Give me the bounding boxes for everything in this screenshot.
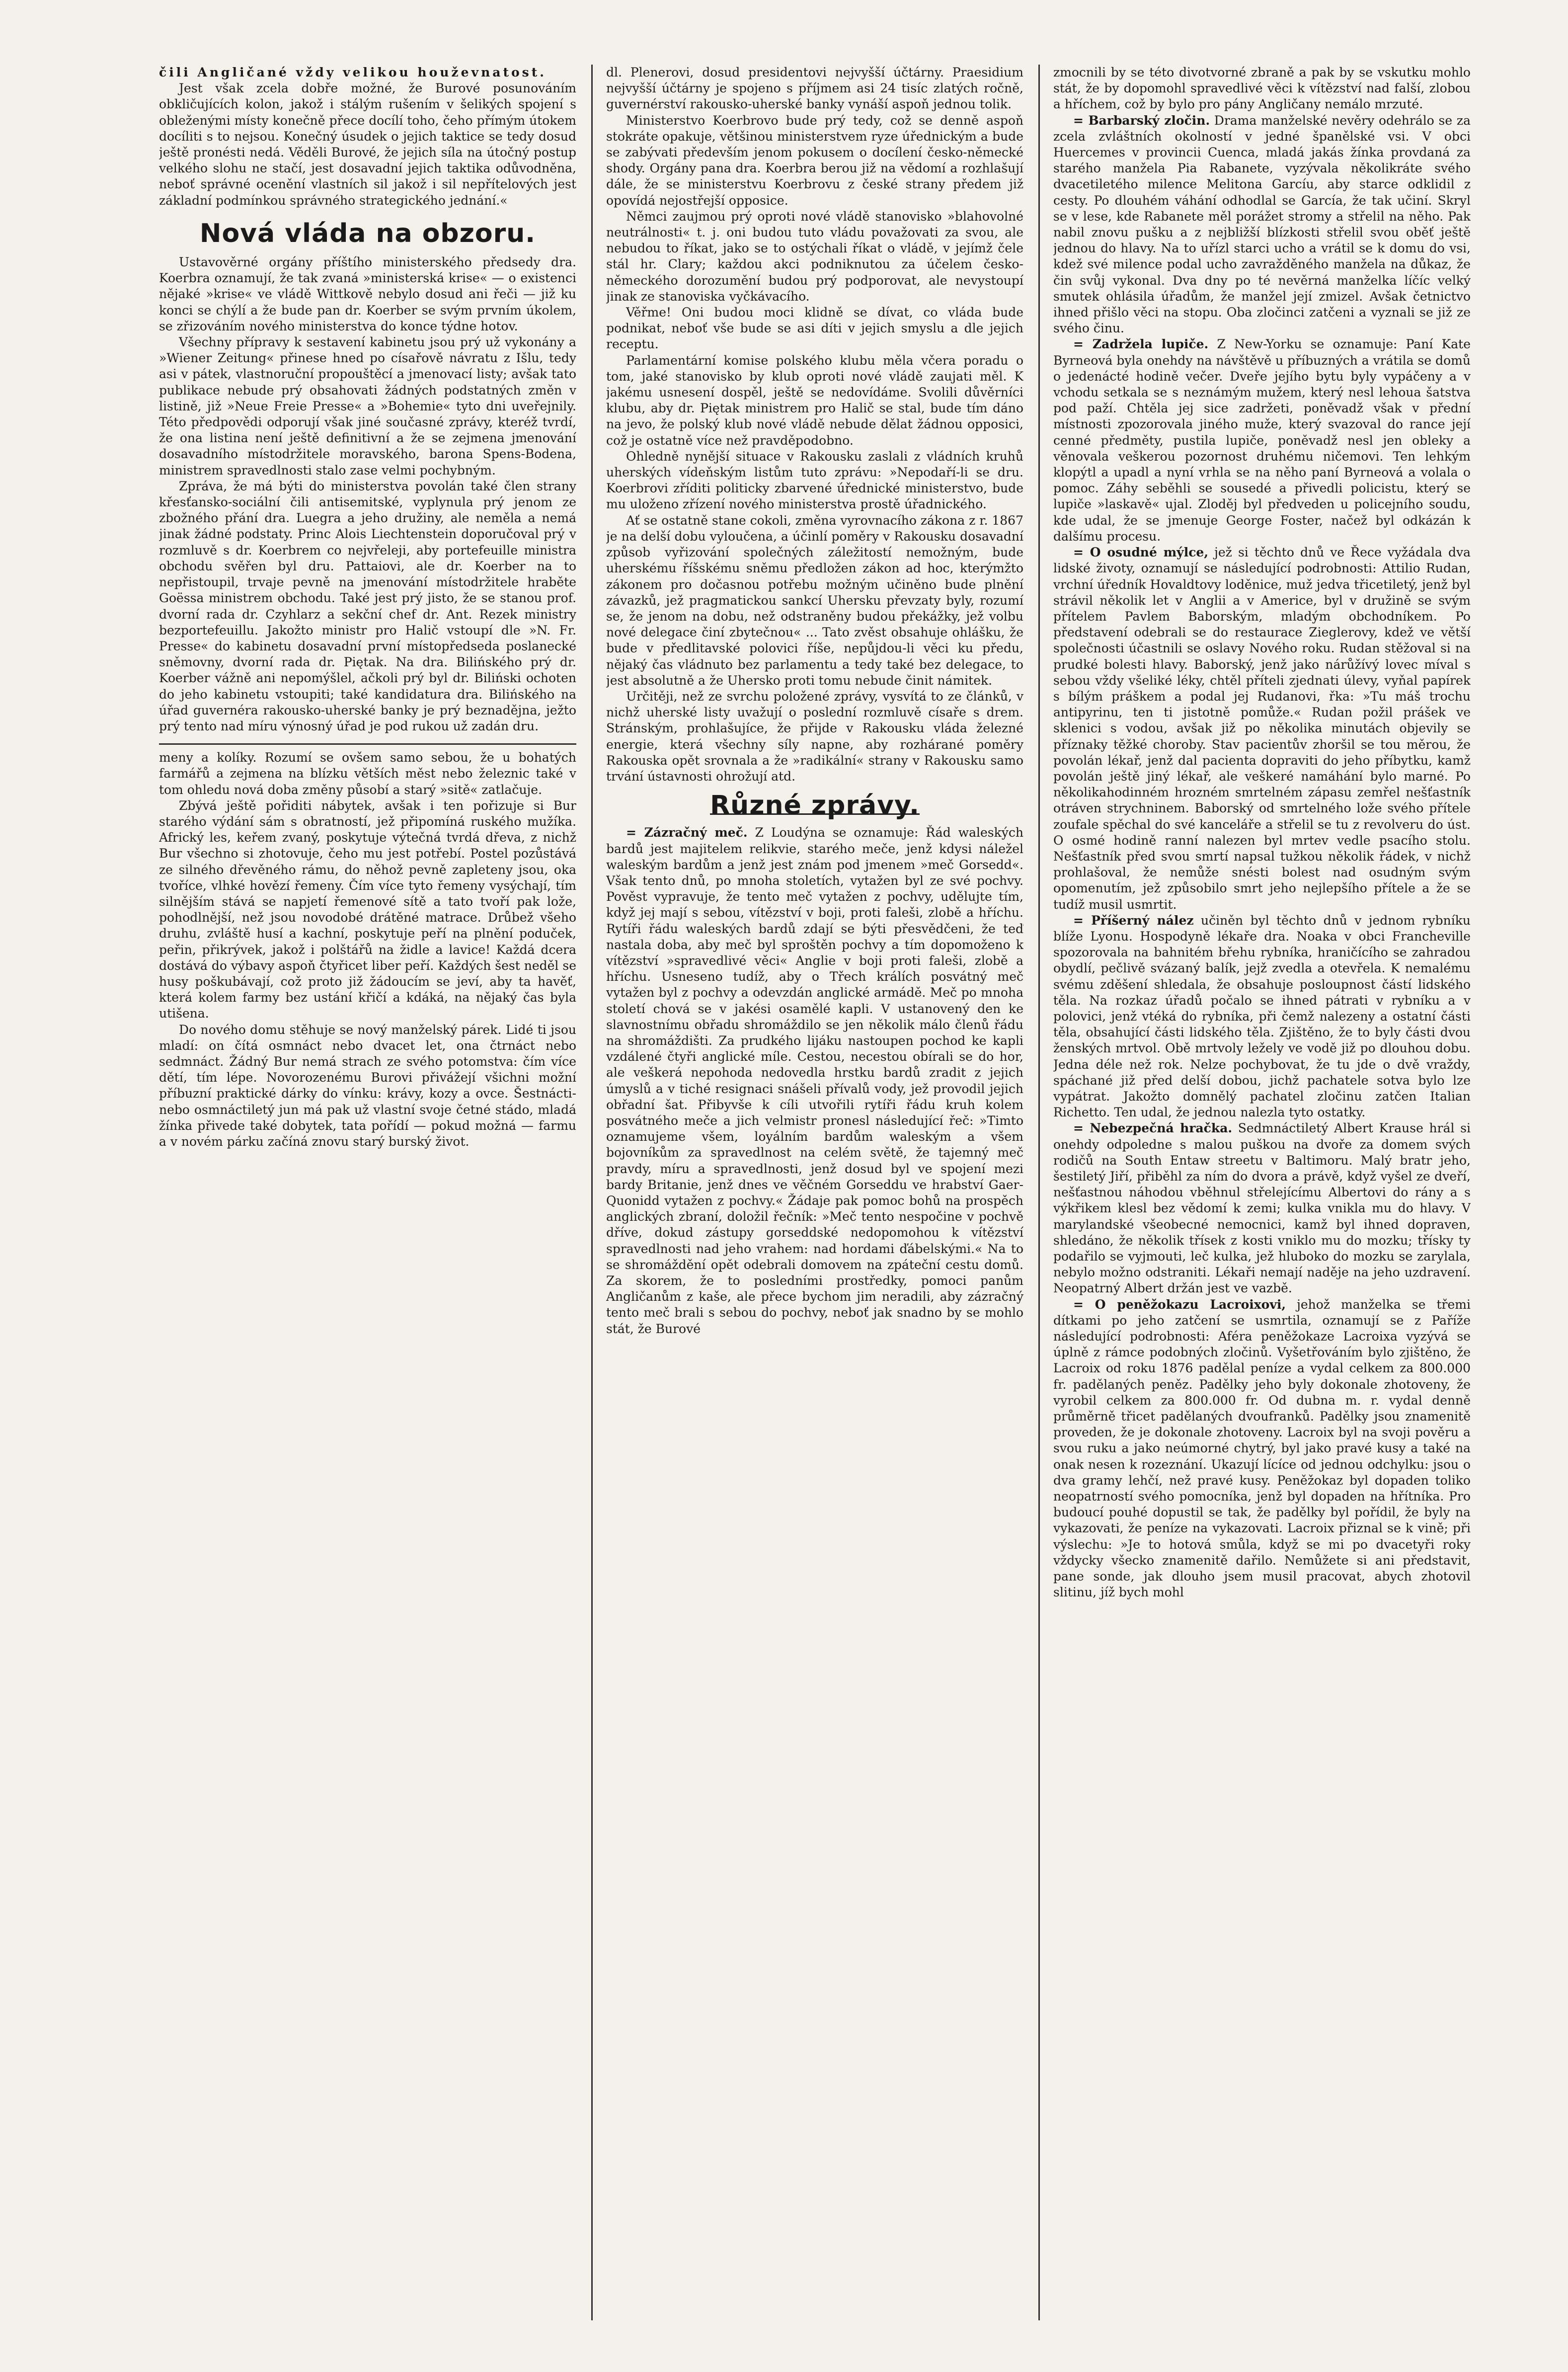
news-item <box>1053 1297 1471 1601</box>
news-item-body: Z New-Yorku se oznamuje: Paní Kate Byrneová byla onehdy na návštěvě u příbuzných a vrátila se domů o jedenácté hodině večer. Dveře jejího bytu byly vypáčeny a v vchodu setkala se s neznámým mužem, který nesl lehoua šatstva pod paží. Chtěla jej sice zadržeti, poněvadž však v přední místnosti zpozorovala jiného muže, který svazoval do rance její cenné předměty, pustila lupiče, poněvadž nesl jen obleky a věnovala veškerou pozornost druhému ničemovi. Ten lehkým klopýtl a upadl a nyní vrhla se na něho paní Byrneová a volala o pomoc. Záhy seběhli se sousedé a přivedli policistu, který se lupiče »laskavě« ujal. Zloděj byl předveden u policejního soudu, kde udal, že se jmenuje George Foster, načež byl odkázán k dalšímu procesu. <box>1053 337 1471 544</box>
news-item-body: jehož manželka se třemi dítkami po jeho zatčení se usmrtila, oznamují se z Paříže následující podrobnosti: Aféra peněžokaze Lacroixa vyzývá se úplně z rámce podobných zločinů. Vyšetřováním bylo zjištěno, že Lacroix od roku 1876 padělal peníze a vydal celkem za 800.000 fr. padělaných peněz. Padělky jeho byly dokonale zhotoveny, že vyrobil celkem za 800.000 fr. Od dubna m. r. vydal denně průměrně třicet padělaných dvoufranků. Padělky jsou znamenitě proveden, že je dokonale zhotoveny. Lacroix byl na svoji pověru a svou ruku a jako neúmorné chytrý, byl jako pravé kusy a také na onak nesen k rozeznání. Ukazují lícíce od jednou odchylku: jsou o dva gramy lehčí, než pravé kusy. Peněžokaz byl dopaden toliko neopatrností svého pomocníka, jenž byl dopaden na hřítníka. Pro budoucí pouhé dopustil se tak, že padělky byl pořídil, že byly na vykazovati, že peníze na vykazovati. Lacroix přiznal se k vině; při výslechu: »Je to hotová smůla, když se mi po dvacetyři roky vždycky všecko znamenitě dařilo. Nemůžete si ani představit, pane sonde, jak dlouho jsem musil pracovat, abych zhotovil slitinu, jíž bych mohl <box>1053 1297 1471 1600</box>
news-item <box>1053 113 1471 337</box>
news-item <box>1053 913 1471 1121</box>
column-1 <box>159 65 576 2320</box>
article-paragraph: Ministerstvo Koerbrovo bude prý tedy, což se denně aspoň stokráte opakuje, většinou ministerstvem ryze úřednickým a bude se zabývati především jenom pokusem o docílení česko-německé shody. Orgány pana dra. Koerbra berou již na vědomí a rozhlašují dále, že se ministerstvu Koerbrovu z české strany předem již opovídá nejostřejší opposice. <box>606 113 1023 208</box>
article-paragraph: Němci zaujmou prý oproti nové vládě stanovisko »blahovolné neutrálnosti« t. j. oni budou tuto vládu považovati za svou, ale nebudou to říkat, jako se to ostýchali říkat o vládě, v jejímž čele stál hr. Clary; každou akci podniknutou za účelem česko-německého dorozumění budou prý podporovat, ale nevystoupí jinak ze stanoviska vyčkávacího. <box>606 209 1023 304</box>
article-paragraph: Věřme! Oni budou moci klidně se dívat, co vláda bude podnikat, neboť vše bude se asi díti v jejich smyslu a dle jejich receptu. <box>606 305 1023 352</box>
column-3 <box>1053 65 1471 2320</box>
news-item-title: = O osudné mýlce, <box>1073 545 1209 560</box>
section-headline: Různé zprávy. <box>710 791 920 821</box>
article-paragraph: Ať se ostatně stane cokoli, změna vyrovnacího zákona z r. 1867 je na delší dobu vyloučena, a účinlí poměry v Rakousku dosavadní způsob vyřizování společných záležitostí nemožným, bude uherskému říšskému sněmu předložen zákon ad hoc, kterýmžto zákonem pro dočasnou potřebu možným učiněno bude plnění závazků, jež pragmatickou sankcí Uhersku převzaty byly, rozumí se, že jenom na dobu, než odstraněny budou překážky, jež volbu nové delegace činí zbytečnou« ... Tato zvěst obsahuje ohlášku, že bude v předlitavské polovici říše, nepůjdou-li věci ku předu, nějaký čas vládnuto bez parlamentu a tedy také bez delegace, to jest absolutně a že Uhersko proti tomu nebude činit námitek. <box>606 513 1023 688</box>
article-paragraph: meny a kolíky. Rozumí se ovšem samo sebou, že u bohatých farmářů a zejmena na blízku větších měst nebo železnic také v tom ohledu nová doba změny působí a starý »sitě« zatlačuje. <box>159 750 576 797</box>
news-item-title: = O peněžokazu Lacroixovi, <box>1073 1297 1286 1312</box>
article-paragraph: zmocnili by se této divotvorné zbraně a pak by se vskutku mohlo stát, že by dopomohl spravedlivé věci k vítězství nad falší, zlobou a hříchem, což by bylo pro pány Angličany nemálo mrzuté. <box>1053 65 1471 112</box>
article-paragraph: Jest však zcela dobře možné, že Burové posunováním obkličujících kolon, jakož i stálým rušením v šelikých spojení s obleženými místy konečně přece docílí toho, čeho přímým útokem docíliti s to nejsou. Konečný úsudek o jejich taktice se tedy dosud ještě pronésti nedá. Věděli Burové, že jejich síla na útočný postup velkého slohu ne stačí, jest dosavadní jejich taktika odůvodněna, neboť správné ocenění vlastních sil jakož i sil nepřítelových jest základní podmínkou správného strategického jednání.« <box>159 81 576 208</box>
article-paragraph: Zbývá ještě pořiditi nábytek, avšak i ten pořizuje si Bur starého výdání sám s obratností, jež připomíná ruského mužíka. Africký les, keřem zvaný, poskytuje výtečná tvrdá dřeva, z nichž Bur všechno si zhotovuje, čeho mu jest potřebí. Postel pozůstává ze silného dřevěného rámu, do něhož pevně zapleteny jsou, oka tvoříce, vlhké hovězí řemeny. Čím více tyto řemeny vysýchají, tím silnějším stává se napjetí řemenové sítě a tato tvoří pak lože, pohodlnější, než jsou novodobé drátěné matrace. Drůbež všeho druhu, zvláště husí a kachní, poskytuje peří na plnění poduček, peřin, přikrývek, jakož i polštářů na židle a lavice! Každá dcera dostává do výbavy aspoň čtyřicet liber peří. Každých šest neděl se husy poškubávají, což proto již žádoucím se jeví, aby ta havěť, která kolem farmy bez ustání křičí a kdáká, na nějaký čas byla utišena. <box>159 798 576 1021</box>
news-item-body: učiněn byl těchto dnů v jednom rybníku blíže Lyonu. Hospodyně lékaře dra. Noaka v obci Francheville spozorovala na bahnitém břehu rybníka, hraničícího se zahradou obydlí, pečlivě svázaný balík, jejž zvedla a otevřela. K nemalému svému zděšení shledala, že obsahuje posloupnost částí lidského těla. Na rozkaz úřadů počalo se ihned pátrati v rybníku a v polovici, jenž vtéká do rybníka, při čemž nalezeny a ostatní části těla, obsahující části lidského těla. Zjištěno, že to byly části dvou ženských mrtvol. Obě mrtvoly ležely ve vodě již po dlouhou dobu. Jedna déle než rok. Nelze pochybovat, že tu jde o dvě vraždy, spáchané již před delší dobou, jichž pachatele sotva bylo lze vypátrat. Jakožto domnělý pachatel zločinu zatčen Italian Richetto. Ten udal, že jednou nalezla tyto ostatky. <box>1053 913 1471 1120</box>
news-item-title: = Zadržela lupiče. <box>1073 337 1209 352</box>
news-item <box>606 825 1023 1337</box>
column-rule <box>1038 65 1040 2320</box>
news-item <box>1053 1120 1471 1296</box>
column-rule <box>591 65 593 2320</box>
news-item-title: = Příšerný nález <box>1073 913 1194 928</box>
section-divider <box>159 743 576 745</box>
news-item-body: Drama manželské nevěry odehrálo se za zcela zvláštních okolností v jedné španělské vsi. V obci Huercemes v provincii Cuenca, mladá jakás žínka provdaná za starého manžela Pia Rabanete, vyzývala několikráte svého dvacetiletého milence Melitona Garcíu, aby starce odklidil z cesty. Po dlouhém váhání odhodlal se García, že tak učiní. Skryl se v lese, kde Rabanete měl porážet stromy a střelil na něho. Pak nabil znovu pušku a z nejbližší blízkosti střelil svou oběť ještě jednou do hlavy. Na to uřízl starci ucho a vrátil se k domu do vsi, kdež své milence podal ucho zavražděného manžela na důkaz, že čin svůj vykonal. Dva dny po té nevěrná manželka líčíc velký smutek ohlásila úřadům, že manžel její zmizel. Avšak četnictvo ihned přišlo věci na stopu. Oba zločinci zatčeni a vyznali se již ze svého činu. <box>1053 113 1471 336</box>
news-item-title: = Nebezpečná hračka. <box>1073 1121 1233 1136</box>
article-paragraph: Parlamentární komise polského klubu měla včera poradu o tom, jaké stanovisko by klub oproti nové vládě zaujati měl. K jakému usnesení dospěl, ještě se nedovídáme. Svolili důvěrníci klubu, aby dr. Piętak ministrem pro Halič se stal, bude tím dáno na jevo, že polský klub nové vládě nebude dělat žádnou opposici, což je ostatně více než pravděpodobno. <box>606 353 1023 448</box>
news-item-body: Z Loudýna se oznamuje: Řád waleských bardů jest majitelem relikvie, starého meče, jenž kdysi náležel waleským bardům a jenž jest znám pod jmenem »meč Gorsedd«. Však tento dnů, po mnoha stoletích, vytažen byl ze své pochvy. Pověst vypravuje, že tento meč vytažen z pochvy, udělujte tím, když jej mají s sebou, vítězství v boji, proti faleši, zlobě a hříchu. Rytíři řádu waleských bardů zdají se býti přesvědčeni, že teď nastala doba, aby meč byl sproštěn pochvy a tím dopomoženo k vítězství »spravedlivé věci« Anglie v boji proti faleši, zlobě a hříchu. Usneseno tudíž, aby o Třech králích posvátný meč vytažen byl z pochvy a odevzdán anglické armádě. Meč po mnoha století chová se v jakési osamělé kapli. V ustanovený den ke slavnostnímu obřadu shromáždilo se jen několik málo členů řádu na shromáždišti. Za prudkého lijáku nastoupen pochod ke kapli vzdálené čtyři anglické míle. Cestou, necestou obírali se do hor, ale veškerá nepohoda nedovedla hrstku bardů zradit z jejich úmyslů a v tiché resignaci snášeli přívalů vody, jež provodil jejich obřadní šat. Přibyvše k cíli utvořili rytíři řádu kruh kolem posvátného meče a jich velmistr pronesl následující řeč: »Timto oznamujeme všem, loyálním bardům waleským a všem bojovníkům za spravedlnost na celém světě, že tajemný meč pravdy, míru a spravedlnosti, jenž dosud byl ve spojení mezi bardy Britanie, jenž dnes ve věčném Gorseddu ve hrabství Gaer-Quonidd vytažen z pochvy.« Žádaje pak pomoc bohů na prospěch anglických zbraní, doložil řečník: »Meč tento nespočine v pochvě dříve, dokud zástupy gorseddské nedopomohou k vítězství spravedlnosti nad jeho vrahem: nad hordami ďábelskými.« Na to se shromáždění opět odebrali domovem na zpáteční cestu domů. Za skorem, že to posledními prostředky, pomoci panům Angličanům z kaše, ale přece bychom jim neradili, aby zázračný tento meč brali s sebou do pochvy, neboť jak snadno by se mohlo stát, že Burové <box>606 825 1023 1336</box>
column-2 <box>606 65 1023 2320</box>
article-paragraph: Všechny přípravy k sestavení kabinetu jsou prý už vykonány a »Wiener Zeitung« přinese hned po císařově návratu z Išlu, tedy asi v pátek, vlastnoruční propouštěcí a jmenovací listy; avšak tato publikace nebude prý obsahovati žádných podstatných změn v listině, již »Neue Freie Presse« a »Bohemie« tyto dni uveřejnily. Této předpovědi odporují však jiné současné zprávy, kteréž tvrdí, že ona listina není ještě definitivní a že se zejmena jmenování dosavadního místodržitele moravského, barona Spens-Bodena, ministrem spravedlnosti stalo zase velmi pochybným. <box>159 335 576 477</box>
article-paragraph: Do nového domu stěhuje se nový manželský párek. Lidé ti jsou mladí: on čítá osmnáct nebo dvacet let, ona čtrnáct nebo sedmnáct. Žádný Bur nemá strach ze svého potomstva: čím více dětí, tím lépe. Novorozenému Burovi přivážejí všichni možní příbuzní praktické dárky do vínku: krávy, kozy a ovce. Šestnácti- nebo osmnáctiletý jun má pak už vlastní svoje četné stádo, mladá žínka přivede také dobytek, tata pořídí — pokud možná — farmu a v novém párku začíná znovu starý burský život. <box>159 1022 576 1149</box>
news-item <box>1053 336 1471 545</box>
article-paragraph: Zpráva, že má býti do ministerstva povolán také člen strany křesťansko-sociální čili antisemitské, vyplynula prý jenom ze zbožného přání dra. Luegra a jeho družiny, ale neměla a nemá jinak žádné podstaty. Princ Alois Liechtenstein doporučoval prý v rozmluvě s dr. Koerbrem co nejvřeleji, aby portefeuille ministra obchodu svěřen byl dru. Pattaiovi, ale dr. Koerber na to nepřistoupil, trvaje pevně na jmenování místodržitele hraběte Goëssa ministrem obchodu. Také jest prý jisto, že se stanou prof. dvorní rada dr. Czyhlarz a sekční chef dr. Ant. Rezek ministry bezportefeuillu. Jakožto ministr pro Halič vstoupí dle »N. Fr. Presse« do kabinetu dosavadní první místopředseda poslanecké sněmovny, dvorní rada dr. Piętak. Na dra. Bilińského prý dr. Koerber vážně ani nepomýšlel, ačkoli prý byl dr. Biliński ochoten do jeho kabinetu vstoupiti; také kandidatura dra. Bilińského na úřad guvernéra rakousko-uherské banky je prý beznadějna, ježto prý tento nad míru výnosný úřad je pod rukou už zadán dru. <box>159 478 576 733</box>
news-item-body: Sedmnáctiletý Albert Krause hrál si onehdy odpoledne s malou puškou na dvoře za domem svých rodičů na South Entaw streetu v Baltimoru. Malý bratr jeho, šestiletý Jiří, přiběhl za ním do dvora a právě, když vyšel ze dveří, nešťastnou náhodou vběhnul střelejícímu Albertovi do rány a s výkřikem klesl bez vědomí k zemi; kulka vnikla mu do hlavy. V marylandské všeobecné nemocnici, kamž byl ihned dopraven, shledáno, že několik třísek z kosti vniklo mu do mozku; třísky ty podařilo se vyjmouti, leč kulka, jež hluboko do mozku se zarylala, nebylo možno odstraniti. Lékaři nemají naděje na jeho uzdravení. Neopatrný Albert držán jest ve vazbě. <box>1053 1121 1471 1296</box>
article-paragraph: Ohledně nynější situace v Rakousku zaslali z vládních kruhů uherských vídeňským listům tuto zprávu: »Nepodaří-li se dru. Koerbrovi zříditi politicky zbarvené úřednické ministerstvo, bude mu uloženo zřízení nového ministerstva prostě úřadnického. <box>606 449 1023 512</box>
article-paragraph: čili Angličané vždy velikou houževnatost. <box>159 65 547 79</box>
news-item-title: = Zázračný meč. <box>626 825 748 840</box>
news-item-title: = Barbarský zločin. <box>1073 113 1210 128</box>
article-paragraph: dl. Plenerovi, dosud presidentovi nejvyšší účtárny. Praesidium nejvyšší účtárny je spojeno s příjmem asi 24 tisíc zlatých ročně, guvernérství rakousko-uherské banky vynáší aspoň jednou tolik. <box>606 65 1023 112</box>
article-paragraph: Určitěji, než ze svrchu položené zprávy, vysvítá to ze článků, v nichž uherské listy uvažují o poslední rozmluvě císaře s drem. Stránským, prohlašujíce, že přijde v Rakousku vláda železné energie, která všechny síly napne, aby rozhárané poměry Rakouska opět srovnala a že »radikální« strany v Rakousku samo trvání ústavnosti ohrožují atd. <box>606 689 1023 784</box>
news-item-body: jež si těchto dnů ve Řece vyžádala dva lidské životy, oznamují se následující podrobnosti: Attilio Rudan, vrchní úředník Hovaldtovy loděnice, muž jedva třicetiletý, jenž byl strávil několik let v Anglii a v Americe, byl v družině se svým přítelem Pavlem Baborským, mladým obchodníkem. Po představení odebrali se do restaurace Zieglerovy, kdež ve větší společnosti účastnili se oslavy Nového roku. Rudan stěžoval si na prudké bolesti hlavy. Baborský, jenž jako nárůžívý lovec míval s sebou vždy všeliké léky, chtěl příteli zjednati úlevy, vyňal papírek s bílým práškem a podal jej Rudanovi, řka: »Tu máš trochu antipyrinu, ten ti jistotně pomůže.« Rudan požil prášek ve sklenici s vodou, avšak již po několika minutách objevily se příznaky těžké choroby. Stav pacientův zhoršil se tou měrou, že povolán lékař, jenž dal pacienta dopraviti do jeho příbytku, kamž povolán ještě jiný lékař, ale veškeré namáhání bylo marné. Po několikahodinném hrozném smrtelném zápasu zemřel nešťastník otráven strychninem. Baborský od smrtelného lože svého přítele zoufale spěchal do své kanceláře a střelil se tu z revolveru do úst. O osmé hodině ranní nalezen byl mrtev vedle psacího stolu. Nešťastník před svou smrtí napsal tužkou několik řádek, v nichž prohlašoval, že nemůže snésti bolest nad osudným svým opomenutím, jež způsobilo smrt jeho nejlepšího přítele a že se tudíž musil usmrtit. <box>1053 545 1471 912</box>
newspaper-page <box>159 65 1471 2320</box>
news-item <box>1053 545 1471 913</box>
article-paragraph: Ustavověrné orgány příštího ministerského předsedy dra. Koerbra oznamují, že tak zvaná »ministerská krise« — o existenci nějaké »krise« ve vládě Wittkově nebylo dosud ani řeči — již ku konci se chýlí a že bude pan dr. Koerber se svým prvním úkolem, se zřizováním nového ministerstva do konce týdne hotov. <box>159 255 576 333</box>
article-headline: Nová vláda na obzoru. <box>199 218 536 248</box>
